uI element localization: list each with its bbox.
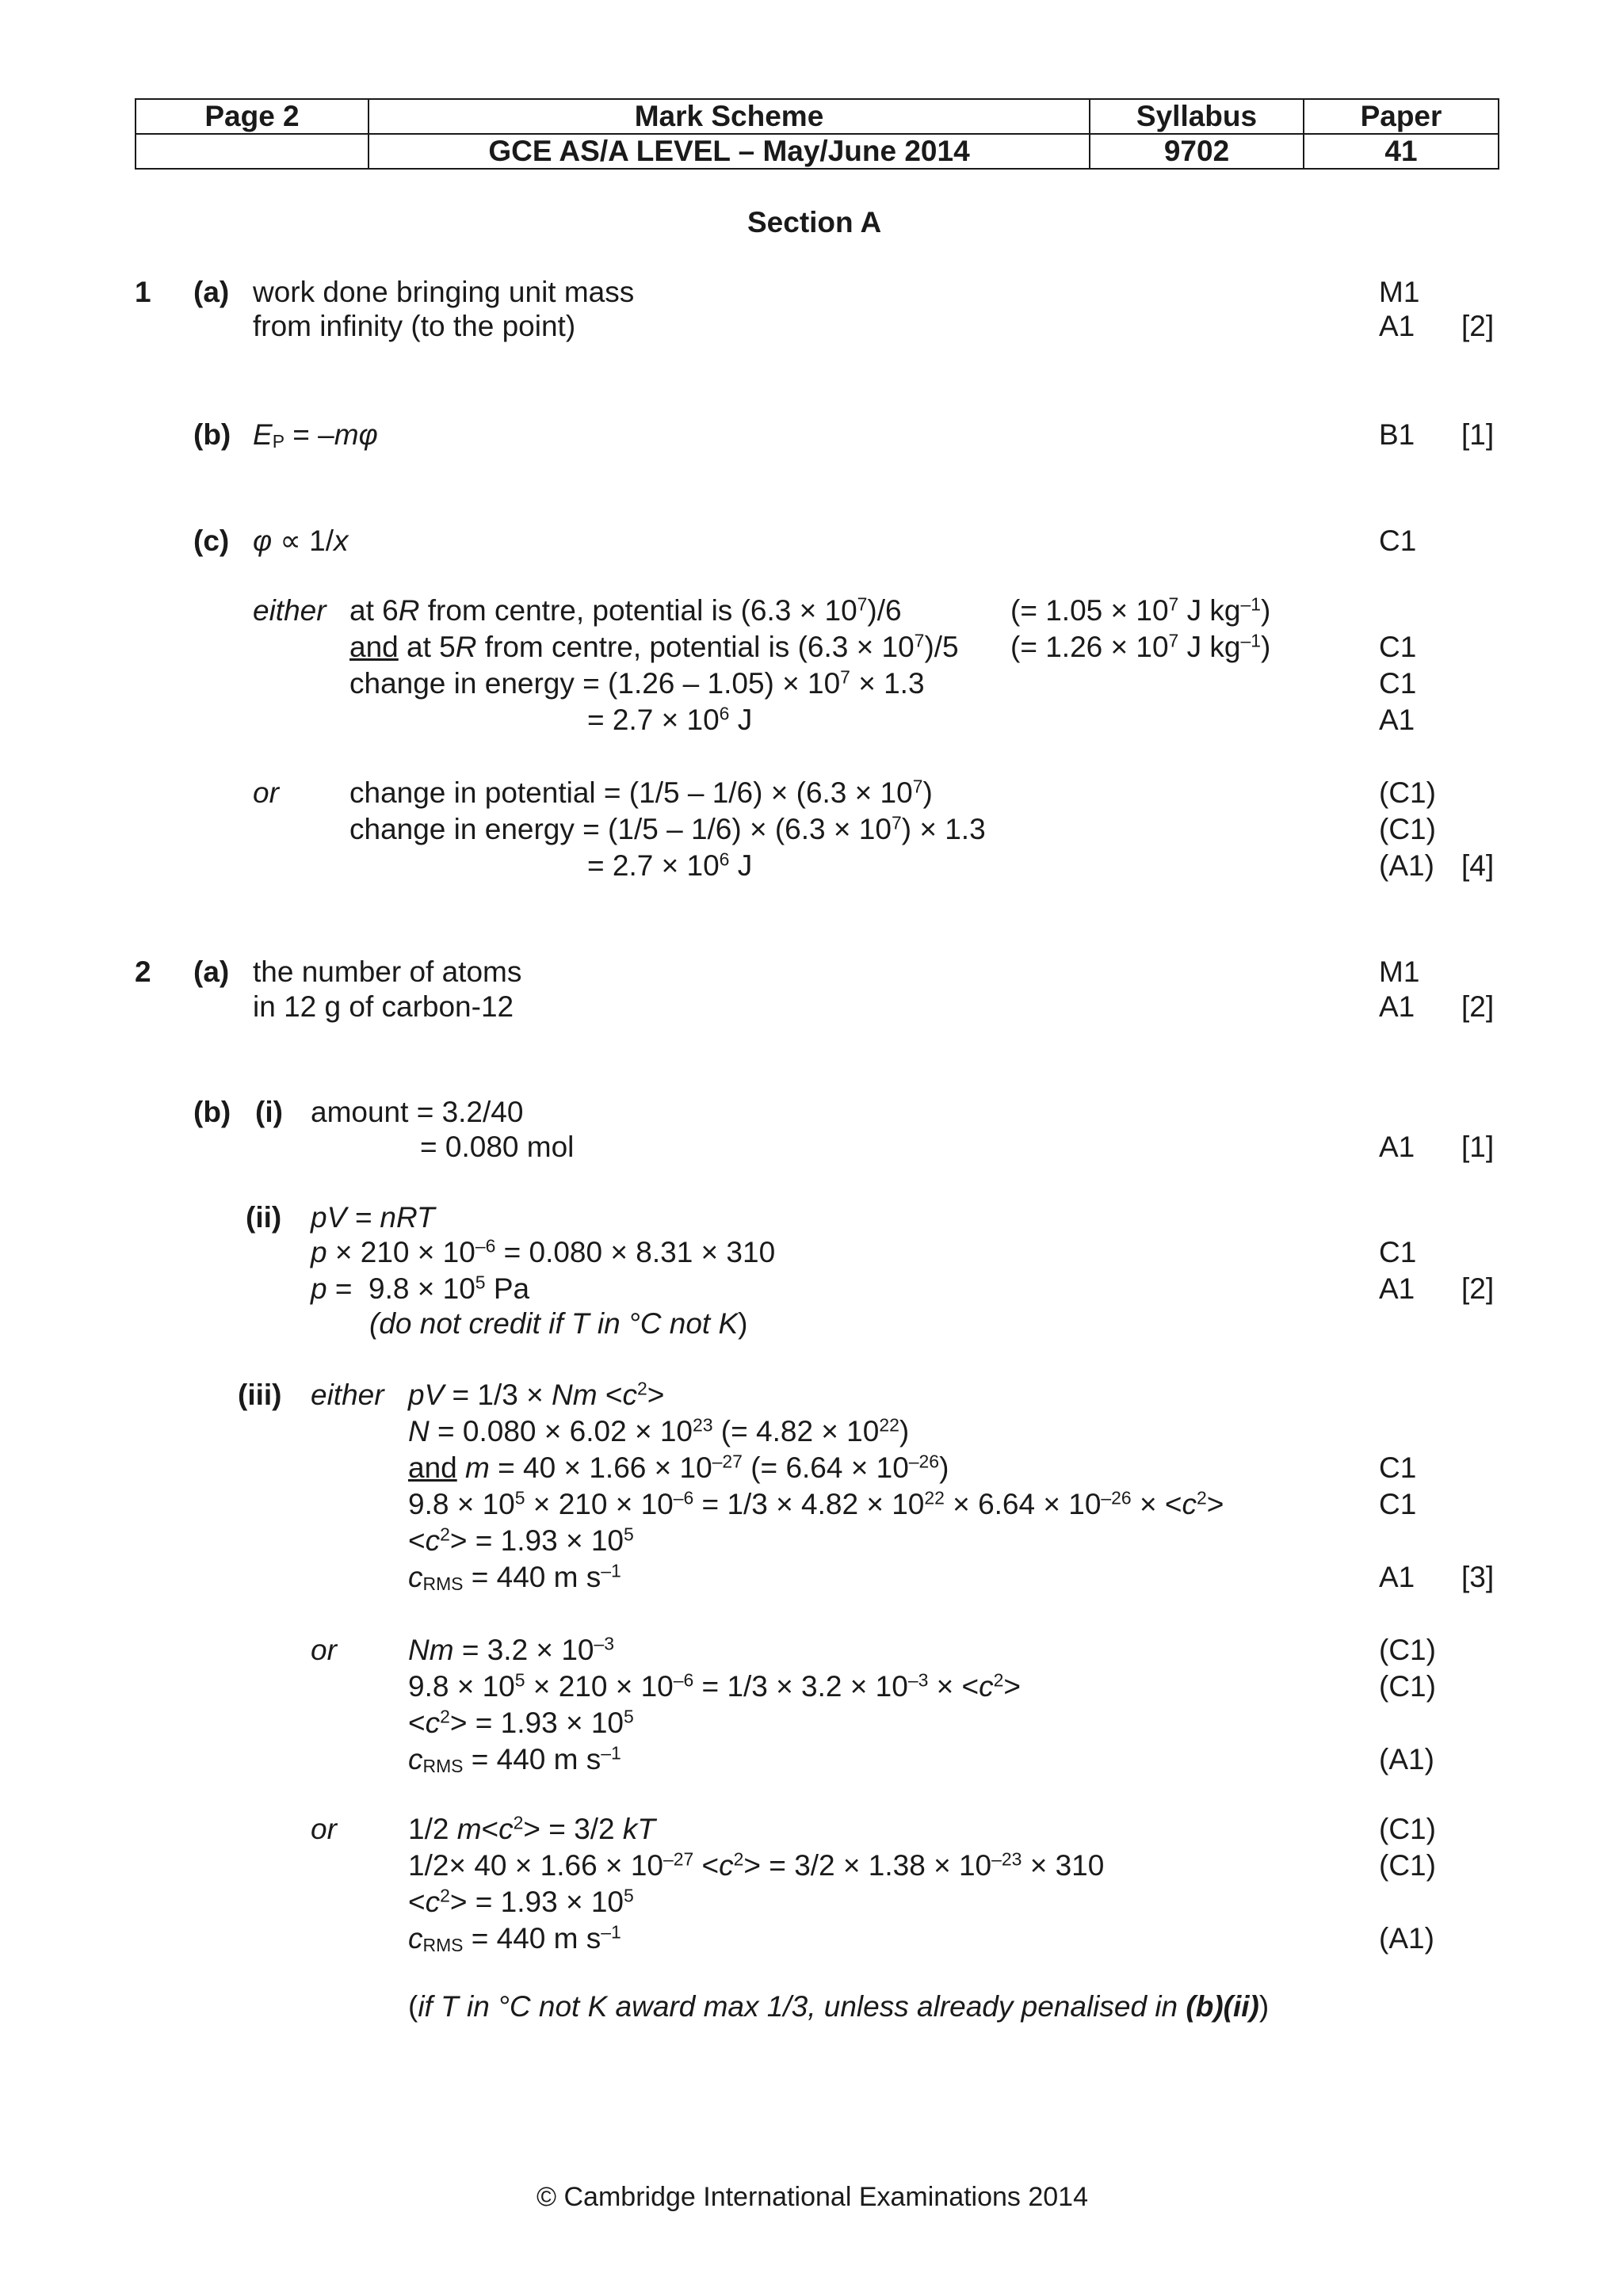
- q2a-mark2: A1: [1379, 990, 1415, 1023]
- header-syllabus: Syllabus: [1090, 99, 1304, 134]
- q1b-answer: $E_P = -m\varphi$: [253, 418, 378, 452]
- q1c-or-mark3: (A1): [1379, 849, 1434, 882]
- q2biii-or2-mark2: (C1): [1379, 1849, 1436, 1882]
- q2biii-or2-line2: $1/2\times 40 \times 1.66 \times 10^{-27} <c^2> = 3/2 \times 1.38 \times 10^{-23} \times 310$: [408, 1848, 1105, 1882]
- q2biii-total: [3]: [1461, 1561, 1495, 1593]
- q2biii-or1-label: or: [311, 1634, 337, 1666]
- q2biii-label: (iii): [238, 1379, 282, 1411]
- q1c-or-mark1: (C1): [1379, 776, 1436, 809]
- q2bi-line1: amount = 3.2/40: [311, 1096, 524, 1128]
- q2a-line2: in 12 g of carbon-12: [253, 990, 514, 1023]
- q2bi-total: [1]: [1461, 1131, 1495, 1163]
- q2biii-either-mark2: C1: [1379, 1488, 1417, 1520]
- q1-number: 1: [135, 276, 151, 308]
- q1b-total: [1]: [1461, 418, 1495, 451]
- q2biii-or2-line3: $<c^2> = 1.93 \times 10^5$: [408, 1885, 634, 1918]
- header-paper-number: 41: [1304, 134, 1499, 169]
- q2bii-note: (do not credit if T in °C not K): [369, 1307, 748, 1340]
- q2biii-either-label: either: [311, 1379, 384, 1411]
- q1a-mark1: M1: [1379, 276, 1420, 308]
- q2b-label: (b): [193, 1096, 231, 1128]
- q1c-or-line1: change in potential = $(1/5 - 1/6) \times (6.3 \times 10^7)$: [349, 776, 933, 809]
- q2biii-either-line5: $<c^2> = 1.93 \times 10^5$: [408, 1524, 634, 1557]
- q2biii-either-mark3: A1: [1379, 1561, 1415, 1593]
- q1b-mark: B1: [1379, 418, 1415, 451]
- footer-copyright: © Cambridge International Examinations 2014: [537, 2182, 1089, 2212]
- q1c-either-line1: at 6R from centre, potential is $(6.3 \times 10^7)/6$: [349, 593, 902, 627]
- header-syllabus-code: 9702: [1090, 134, 1304, 169]
- q2biii-or2-label: or: [311, 1813, 337, 1845]
- q1a-mark2: A1: [1379, 310, 1415, 342]
- q2biii-or1-mark1: (C1): [1379, 1634, 1436, 1666]
- q1c-total: [4]: [1461, 849, 1495, 882]
- q2bi-line2: = 0.080 mol: [420, 1131, 575, 1163]
- q2biii-either-line4: $9.8 \times 10^5 \times 210 \times 10^{-6} = 1/3 \times 4.82 \times 10^{22} \times 6.64 \times 10^{-26} \times <c^2>$: [408, 1487, 1224, 1520]
- q2bii-line2: $p \times 210 \times 10^{-6} = 0.080 \times 8.31 \times 310$: [311, 1235, 776, 1268]
- q2a-line1: the number of atoms: [253, 955, 522, 988]
- q2biii-either-mark1: C1: [1379, 1451, 1417, 1484]
- q2biii-or1-mark2: (C1): [1379, 1670, 1436, 1703]
- q2biii-or1-line4: $c_{RMS} = 440$ m $s^{-1}$: [408, 1742, 621, 1777]
- q1c-either-label: either: [253, 594, 327, 627]
- q1c-or-mark2: (C1): [1379, 813, 1436, 845]
- q2bii-label: (ii): [246, 1201, 282, 1234]
- q2biii-or1-line1: $Nm = 3.2 \times 10^{-3}$: [408, 1633, 614, 1666]
- header-page: Page 2: [136, 99, 369, 134]
- q1a-line1: work done bringing unit mass: [253, 276, 635, 308]
- q1c-label: (c): [193, 524, 230, 557]
- q2biii-or2-mark3: (A1): [1379, 1922, 1434, 1955]
- header-table: [135, 98, 1499, 170]
- q2biii-or2-line1: 1/2 $m<c^2> = 3/2$ kT: [408, 1812, 656, 1845]
- q2biii-either-line1: pV = $1/3 \times Nm <c^2>$: [408, 1378, 665, 1411]
- section-title: Section A: [747, 206, 882, 238]
- q2biii-or2-mark1: (C1): [1379, 1813, 1436, 1845]
- q1c-or-line3: = $2.7 \times 10^6$ J: [587, 849, 753, 882]
- q2biii-either-line2: $N = 0.080 \times 6.02 \times 10^{23}$ (= $4.82 \times 10^{22}$): [408, 1414, 910, 1447]
- q2biii-or1-mark3: (A1): [1379, 1743, 1434, 1775]
- q1c-mark-first: C1: [1379, 524, 1417, 557]
- q1a-line2: from infinity (to the point): [253, 310, 576, 342]
- q2a-total: [2]: [1461, 990, 1495, 1023]
- q1c-or-line2: change in energy = $(1/5 - 1/6) \times (6.3 \times 10^7) \times 1.3$: [349, 812, 986, 845]
- q2bi-label: (i): [255, 1096, 283, 1128]
- q2biii-either-line3: and $m = 40 \times 1.66 \times 10^{-27}$ (= $6.64 \times 10^{-26}$): [408, 1451, 949, 1484]
- q1c-either-value2: (= $1.26 \times 10^7$ J $kg^{-1}$): [1010, 630, 1271, 663]
- header-exam-title: GCE AS/A LEVEL – May/June 2014: [369, 134, 1090, 169]
- header-mark-scheme: Mark Scheme: [369, 99, 1090, 134]
- header-paper: Paper: [1304, 99, 1499, 134]
- q2a-mark1: M1: [1379, 955, 1420, 988]
- q1c-proportion: φ ∝ 1/x: [253, 524, 349, 557]
- q2bii-total: [2]: [1461, 1272, 1495, 1305]
- q2biii-either-line6: $c_{RMS} = 440$ m $s^{-1}$: [408, 1560, 621, 1595]
- q2biii-note: (if T in °C not K award max 1/3, unless already penalised in (b)(ii)): [408, 1990, 1270, 2023]
- q1c-either-line4: = $2.7 \times 10^6$ J: [587, 703, 753, 736]
- q2bi-mark: A1: [1379, 1131, 1415, 1163]
- q2-number: 2: [135, 955, 151, 988]
- q2biii-or1-line3: $<c^2> = 1.93 \times 10^5$: [408, 1706, 634, 1739]
- q2bii-line1: pV = nRT: [311, 1201, 435, 1234]
- q1c-or-label: or: [253, 776, 279, 809]
- q2a-label: (a): [193, 955, 230, 988]
- q1c-either-value1: (= $1.05 \times 10^7$ J $kg^{-1}$): [1010, 593, 1271, 627]
- q2biii-or1-line2: $9.8 \times 10^5 \times 210 \times 10^{-6} = 1/3 \times 3.2 \times 10^{-3} \times <c^2>$: [408, 1669, 1021, 1703]
- q1a-label: (a): [193, 276, 230, 308]
- q2biii-or2-line4: $c_{RMS} = 440$ m $s^{-1}$: [408, 1921, 621, 1956]
- q2bii-mark2: A1: [1379, 1272, 1415, 1305]
- q1c-either-line2: and at 5R from centre, potential is $(6.3 \times 10^7)/5$: [349, 630, 959, 663]
- q2bii-mark1: C1: [1379, 1236, 1417, 1268]
- q1a-total: [2]: [1461, 310, 1495, 342]
- q2bii-line3: $p = 9.8 \times 10^5$ Pa: [311, 1272, 530, 1305]
- q1c-either-mark1: C1: [1379, 631, 1417, 663]
- q1b-label: (b): [193, 418, 231, 451]
- q1c-either-mark2: C1: [1379, 667, 1417, 700]
- q1c-either-mark3: A1: [1379, 704, 1415, 736]
- header-blank: [136, 134, 369, 169]
- q1c-either-line3: change in energy = $(1.26 - 1.05) \times 10^7 \times 1.3$: [349, 666, 925, 700]
